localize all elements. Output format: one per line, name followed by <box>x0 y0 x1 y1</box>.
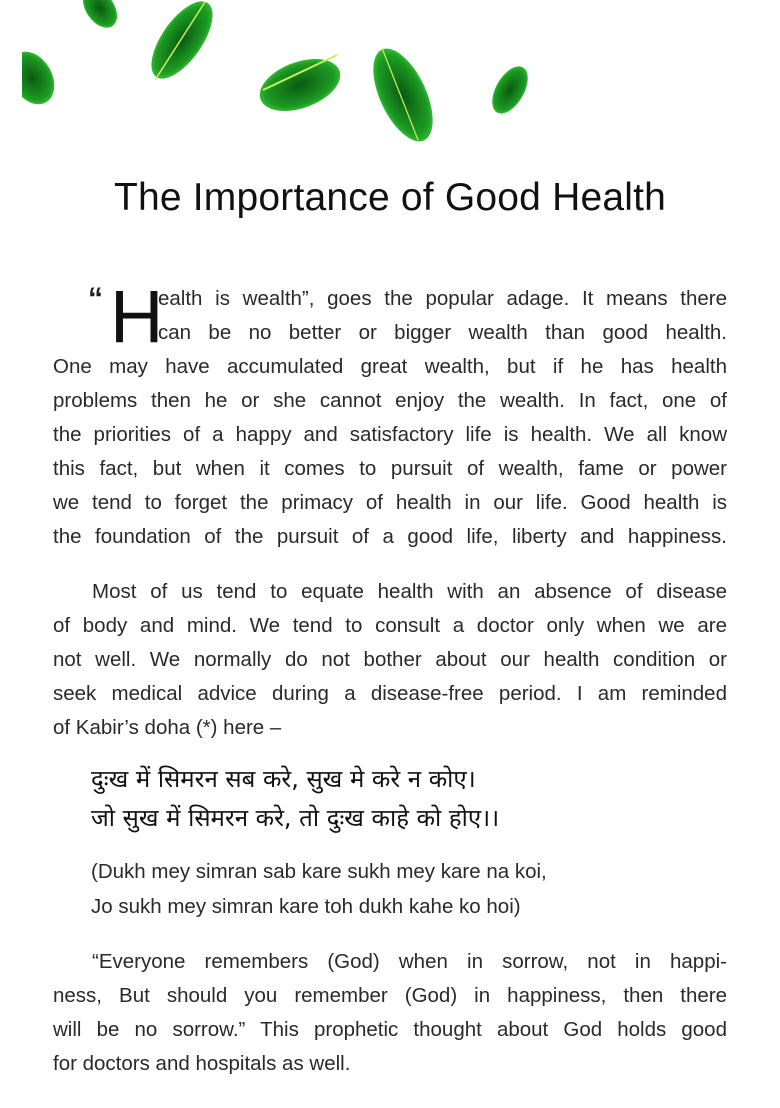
text-line: Most of us tend to equate health with an absence of disease <box>92 580 727 603</box>
text-line: the priorities of a happy and satisfactory life is health. We all know <box>53 423 727 446</box>
text-line: can be no better or bigger wealth than good health. <box>158 321 727 344</box>
text-line: the foundation of the pursuit of a good life, liberty and happiness. <box>53 525 727 548</box>
text-line: Jo sukh mey simran kare toh dukh kahe ko hoi) <box>91 895 521 918</box>
text-line: of body and mind. We tend to consult a doctor only when we are <box>53 614 727 637</box>
leaf-icon <box>485 60 535 119</box>
text-line: we tend to forget the primacy of health in our life. Good health is <box>53 491 727 514</box>
text-line: not well. We normally do not bother about our health condition or <box>53 648 727 671</box>
text-line: (Dukh mey simran sab kare sukh mey kare na koi, <box>91 860 547 883</box>
text-line: One may have accumulated great wealth, but if he has health <box>53 355 727 378</box>
text-line: problems then he or she cannot enjoy the wealth. In fact, one of <box>53 389 727 412</box>
leaf-icon <box>361 40 445 150</box>
drop-cap-letter: H <box>110 275 164 358</box>
leaf-icon <box>76 0 124 34</box>
text-line: seek medical advice during a disease-free period. I am reminded <box>53 682 727 705</box>
text-line: this fact, but when it comes to pursuit of wealth, fame or power <box>53 457 727 480</box>
leaf-decoration-icon <box>0 0 780 150</box>
text-line: ealth is wealth”, goes the popular adage. It means there <box>158 287 727 310</box>
opening-quote: “ <box>88 282 103 315</box>
leaf-icon <box>0 40 63 120</box>
doha-line: जो सुख में सिमरन करे, तो दुःख काहे को होए।। <box>91 804 500 832</box>
text-line: “Everyone remembers (God) when in sorrow, not in happi- <box>92 950 727 973</box>
page-title: The Importance of Good Health <box>113 176 667 219</box>
text-line: of Kabir’s doha (*) here – <box>53 716 282 739</box>
text-line: will be no sorrow.” This prophetic thought about God holds good <box>53 1018 727 1041</box>
doha-line: दुःख में सिमरन सब करे, सुख मे करे न कोए। <box>91 765 476 793</box>
text-line: ness, But should you remember (God) in happiness, then there <box>53 984 727 1007</box>
leaf-icon <box>140 0 224 88</box>
leaf-icon <box>253 49 348 121</box>
text-line: for doctors and hospitals as well. <box>53 1052 351 1075</box>
